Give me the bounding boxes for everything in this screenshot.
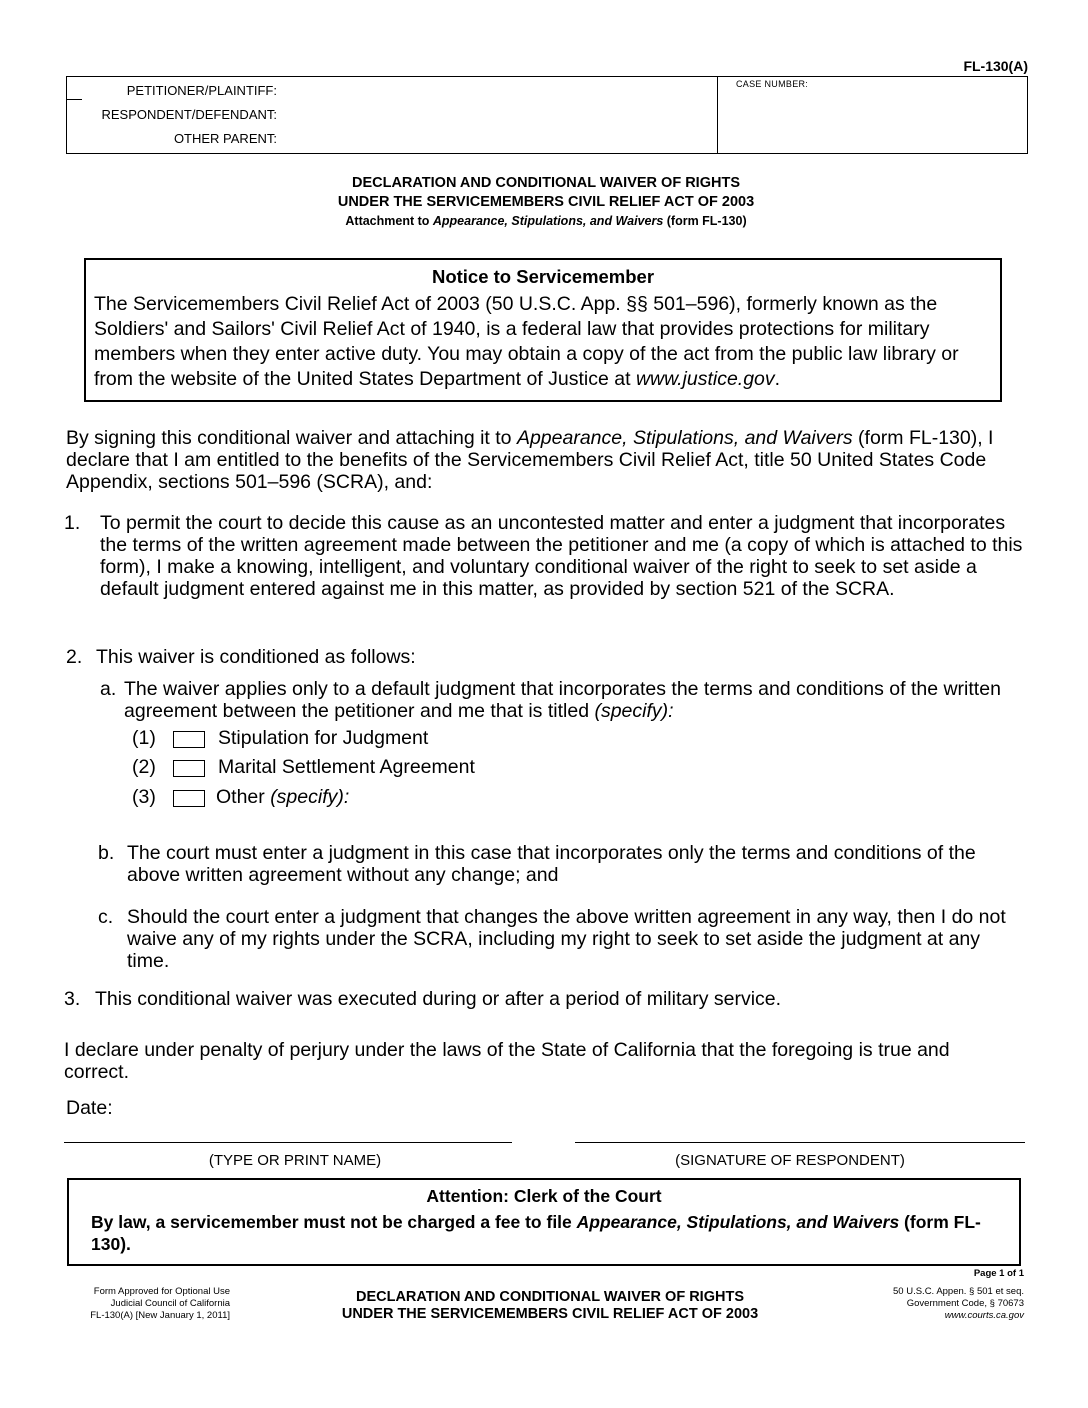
footer-right-line-1: 50 U.S.C. Appen. § 501 et seq. xyxy=(893,1286,1024,1297)
signature-line[interactable] xyxy=(575,1142,1025,1143)
footer-citations xyxy=(830,1286,1024,1322)
intro-paragraph: By signing this conditional waiver and attaching it to Appearance, Stipulations, and Waivers (form FL-130), I declare that I am entitled to the benefits of the Servicemembers Civil Relief Act, title 50 United States Code Appendix, sections 501–596 (SCRA), and: xyxy=(66,427,994,493)
caption-tick-mark xyxy=(66,99,82,100)
title-line-2: UNDER THE SERVICEMEMBERS CIVIL RELIEF ACT OF 2003 xyxy=(337,194,755,210)
party-names-section xyxy=(67,77,718,153)
other-parent-label: OTHER PARENT: xyxy=(173,131,277,146)
respondent-label: RESPONDENT/DEFENDANT: xyxy=(101,107,277,122)
other-checkbox[interactable] xyxy=(173,790,205,807)
option-2-number: (2) xyxy=(132,756,156,778)
footer-title-line-1: DECLARATION AND CONDITIONAL WAIVER OF RIGHTS xyxy=(355,1289,744,1305)
item-2b-text: The court must enter a judgment in this case that incorporates only the terms and conditions of the above written agreement without any change; and xyxy=(127,842,976,886)
petitioner-label: PETITIONER/PLAINTIFF: xyxy=(126,83,277,98)
item-2c-text: Should the court enter a judgment that changes the above written agreement in any way, then I do not waive any of my rights under the SCRA, including my right to seek to set aside the judgment at any time. xyxy=(127,906,1006,972)
item-2a-text: The waiver applies only to a default judgment that incorporates the terms and conditions of the written agreement between the petitioner and me that is titled (specify): xyxy=(124,678,1001,722)
item-2c-letter: c. xyxy=(98,906,114,928)
case-number-label: CASE NUMBER: xyxy=(736,79,809,89)
footer-left-line-1: Form Approved for Optional Use xyxy=(93,1286,230,1297)
perjury-declaration: I declare under penalty of perjury under the laws of the State of California that the foregoing is true and correct. xyxy=(64,1039,950,1083)
footer-title xyxy=(250,1289,850,1323)
footer-left-line-2: Judicial Council of California xyxy=(110,1298,230,1309)
print-name-caption: (TYPE OR PRINT NAME) xyxy=(208,1152,382,1169)
item-2b-letter: b. xyxy=(98,842,115,864)
footer-title-line-2: UNDER THE SERVICEMEMBERS CIVIL RELIEF ACT OF 2003 xyxy=(341,1306,759,1322)
attention-body: By law, a servicemember must not be charged a fee to file Appearance, Stipulations, and Waivers (form FL-130). xyxy=(91,1212,981,1254)
print-name-line[interactable] xyxy=(64,1142,512,1143)
footer-left-line-3: FL-130(A) [New January 1, 2011] xyxy=(90,1310,230,1321)
notice-body: The Servicemembers Civil Relief Act of 2003 (50 U.S.C. App. §§ 501–596), formerly known as the Soldiers' and Sailors' Civil Relief Act of 1940, is a federal law that provides protections for military members when they enter active duty. You may obtain a copy of the act from the public law library or from the website of the United States Department of Justice at www.justice.gov. xyxy=(94,293,959,390)
item-1-text: To permit the court to decide this cause as an uncontested matter and enter a judgment that incorporates the terms of the written agreement made between the petitioner and me (a copy of which is attached to this form), I make a knowing, intelligent, and voluntary conditional waiver of the right to seek to set aside a default judgment entered against me in this matter, as provided by section 521 of the SCRA. xyxy=(100,512,1023,600)
attachment-note: Attachment to Appearance, Stipulations, and Waivers (form FL-130) xyxy=(345,214,747,228)
footer-right-line-2: Government Code, § 70673 xyxy=(906,1298,1024,1309)
option-1-number: (1) xyxy=(132,727,156,749)
date-label: Date: xyxy=(66,1097,113,1119)
signature-caption: (SIGNATURE OF RESPONDENT) xyxy=(675,1152,905,1169)
item-1-number: 1. xyxy=(64,512,81,534)
marital-settlement-checkbox[interactable] xyxy=(173,760,205,777)
option-2-label: Marital Settlement Agreement xyxy=(218,756,475,778)
page-number: Page 1 of 1 xyxy=(973,1268,1024,1279)
item-2-text: This waiver is conditioned as follows: xyxy=(96,646,416,668)
option-3-number: (3) xyxy=(132,786,156,808)
attention-title: Attention: Clerk of the Court xyxy=(426,1186,662,1206)
option-1-label: Stipulation for Judgment xyxy=(218,727,429,749)
title-line-1: DECLARATION AND CONDITIONAL WAIVER OF RIGHTS xyxy=(351,175,740,191)
case-caption-box xyxy=(66,76,1028,154)
item-2-number: 2. xyxy=(66,646,83,668)
form-number: FL-130(A) xyxy=(963,58,1028,74)
item-2a-letter: a. xyxy=(100,678,117,700)
notice-title: Notice to Servicemember xyxy=(431,266,655,287)
form-title xyxy=(66,174,1026,231)
option-3-label: Other (specify): xyxy=(216,786,350,808)
stipulation-checkbox[interactable] xyxy=(173,731,205,748)
footer-website-link[interactable]: www.courts.ca.gov xyxy=(944,1310,1024,1321)
clerk-attention-box xyxy=(67,1178,1021,1266)
notice-to-servicemember-box xyxy=(84,258,1002,402)
case-number-field[interactable] xyxy=(718,77,1027,153)
item-3-text: This conditional waiver was executed during or after a period of military service. xyxy=(95,988,782,1010)
footer-approval-info xyxy=(66,1286,230,1322)
item-3-number: 3. xyxy=(64,988,81,1010)
